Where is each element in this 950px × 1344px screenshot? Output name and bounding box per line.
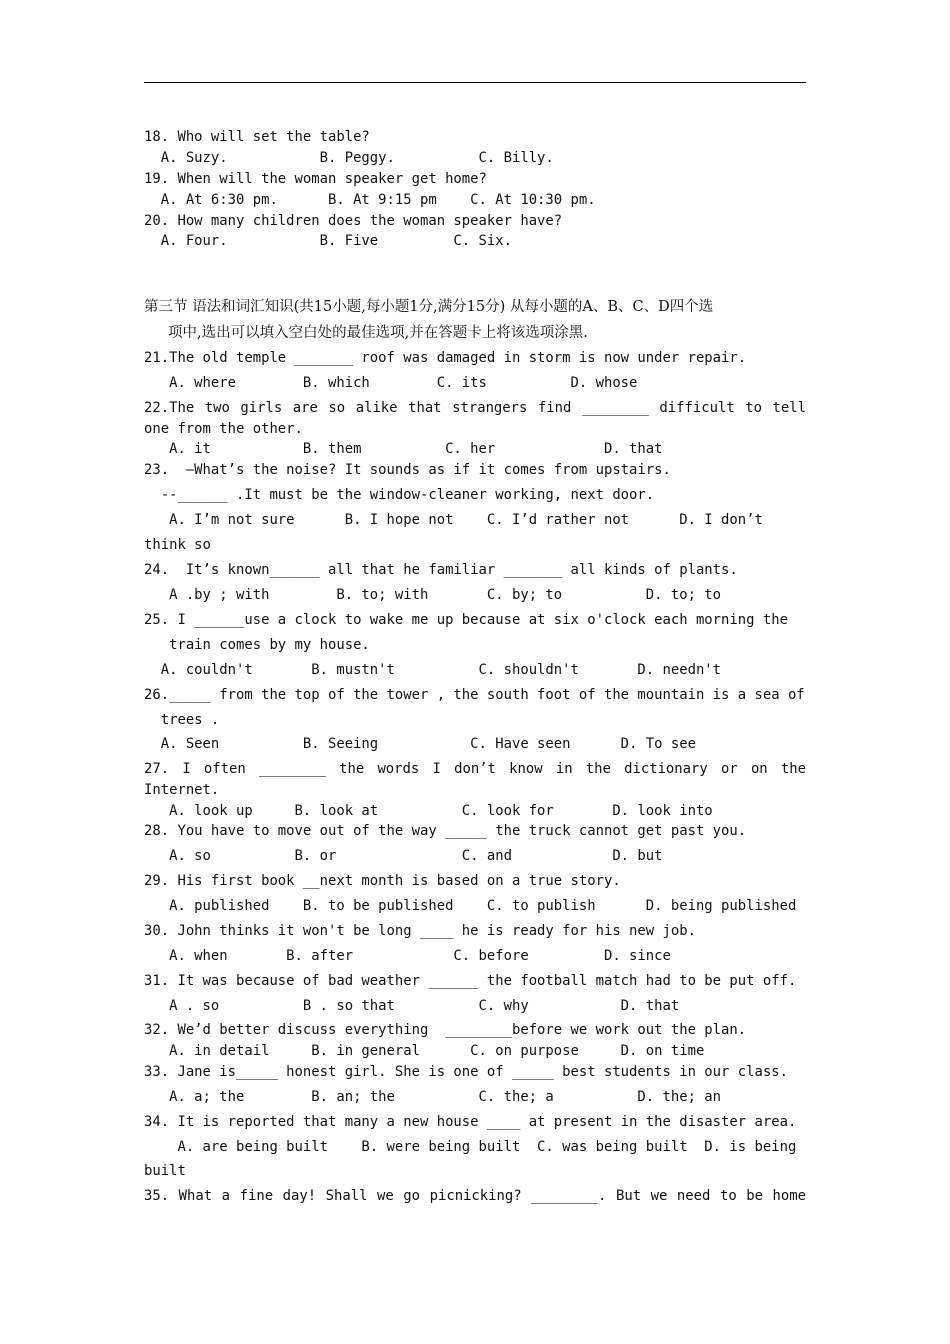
- q34-options-cont: built: [144, 1163, 186, 1179]
- section3-heading-cont: 项中,选出可以填入空白处的最佳选项,并在答题卡上将该选项涂黑.: [168, 325, 588, 341]
- q33-question: 33. Jane is_____ honest girl. She is one of _____ best students in our class.: [144, 1064, 788, 1080]
- q31-question: 31. It was because of bad weather ______ the football match had to be put off.: [144, 973, 797, 989]
- q29-options: A. published B. to be published C. to publish D. being published: [144, 898, 797, 914]
- q23-question: 23. –What’s the noise? It sounds as if it comes from upstairs.: [144, 462, 671, 478]
- q32-question: 32. We’d better discuss everything ________before we work out the plan.: [144, 1022, 747, 1038]
- q33-options: A. a; the B. an; the C. the; a D. the; an: [144, 1089, 722, 1105]
- q30-question: 30. John thinks it won't be long ____ he is ready for his new job.: [144, 923, 696, 939]
- q25-question-cont: train comes by my house.: [144, 637, 370, 653]
- q26-question: 26._____ from the top of the tower , the south foot of the mountain is a sea of: [144, 687, 805, 703]
- q23-dialogue: --______ .It must be the window-cleaner working, next door.: [144, 487, 655, 503]
- q28-options: A. so B. or C. and D. but: [144, 848, 663, 864]
- q26-options: A. Seen B. Seeing C. Have seen D. To see: [144, 736, 696, 752]
- section3-heading: 第三节 语法和词汇知识(共15小题,每小题1分,满分15分) 从每小题的A、B、C、D四个选: [144, 299, 714, 315]
- q34-options: A. are being built B. were being built C. was being built D. is being: [144, 1139, 797, 1155]
- q21-question: 21.The old temple _______ roof was damaged in storm is now under repair.: [144, 350, 747, 366]
- q23-options-cont: think so: [144, 537, 211, 553]
- q19-options: A. At 6:30 pm. B. At 9:15 pm C. At 10:30 pm.: [144, 192, 596, 208]
- q20-question: 20. How many children does the woman speaker have?: [144, 213, 563, 229]
- q18-question: 18. Who will set the table?: [144, 129, 370, 145]
- q27-question-cont: Internet.: [144, 782, 220, 798]
- q22-options: A. it B. them C. her D. that: [144, 441, 663, 457]
- q22-question: 22.The two girls are so alike that strangers find ________ difficult to tell: [144, 400, 806, 416]
- q24-options: A .by ; with B. to; with C. by; to D. to; to: [144, 587, 722, 603]
- q27-options: A. look up B. look at C. look for D. look into: [144, 803, 713, 819]
- q27-question: 27. I often ________ the words I don’t know in the dictionary or on the: [144, 761, 806, 777]
- q21-options: A. where B. which C. its D. whose: [144, 375, 638, 391]
- q34-question: 34. It is reported that many a new house ____ at present in the disaster area.: [144, 1114, 797, 1130]
- q25-options: A. couldn't B. mustn't C. shouldn't D. needn't: [144, 662, 722, 678]
- header-rule: [144, 82, 806, 83]
- q35-question: 35. What a fine day! Shall we go picnicking? ________. But we need to be home: [144, 1188, 806, 1204]
- q23-options: A. I’m not sure B. I hope not C. I’d rather not D. I don’t: [144, 512, 763, 528]
- q25-question: 25. I ______use a clock to wake me up because at six o'clock each morning the: [144, 612, 788, 628]
- q20-options: A. Four. B. Five C. Six.: [144, 233, 512, 249]
- q32-options: A. in detail B. in general C. on purpose D. on time: [144, 1043, 705, 1059]
- q22-question-cont: one from the other.: [144, 421, 303, 437]
- q24-question: 24. It’s known______ all that he familiar _______ all kinds of plants.: [144, 562, 738, 578]
- q18-options: A. Suzy. B. Peggy. C. Billy.: [144, 150, 554, 166]
- q26-question-cont: trees .: [144, 712, 220, 728]
- q28-question: 28. You have to move out of the way _____ the truck cannot get past you.: [144, 823, 747, 839]
- q30-options: A. when B. after C. before D. since: [144, 948, 671, 964]
- q31-options: A . so B . so that C. why D. that: [144, 998, 680, 1014]
- q29-question: 29. His first book __next month is based on a true story.: [144, 873, 621, 889]
- q19-question: 19. When will the woman speaker get home?: [144, 171, 487, 187]
